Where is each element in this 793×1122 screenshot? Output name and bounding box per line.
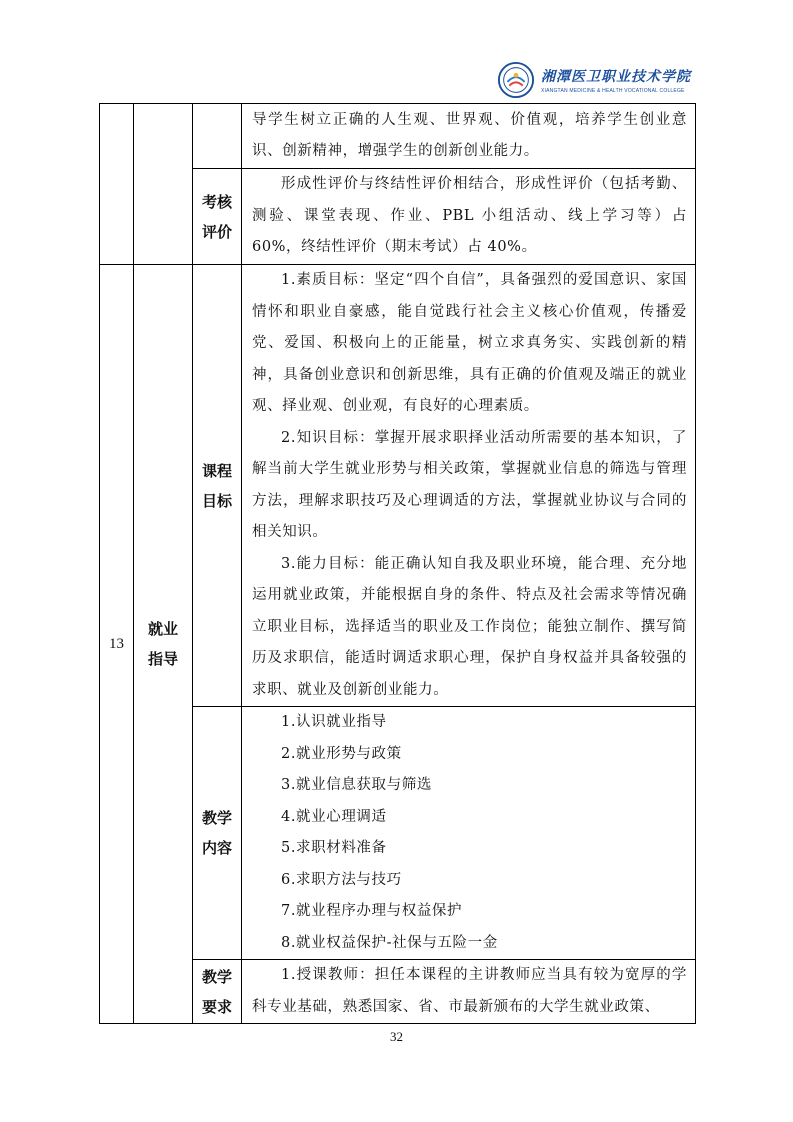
- course-number: 13: [100, 265, 134, 1024]
- course-table: [99, 103, 696, 1024]
- teaching-requirements-label: 教学 要求: [193, 960, 242, 1024]
- course-goals: [242, 265, 696, 707]
- list-item: 4.就业心理调适: [281, 808, 387, 825]
- goal-paragraph: 2.知识目标：掌握开展求职择业活动所需要的基本知识，了解当前大学生就业形势与相关政策，掌握就业信息的筛选与管理方法，理解求职技巧及心理调适的方法，掌握就业协议与合同的相关知识。: [252, 429, 687, 540]
- course-name: 就业 指导: [134, 265, 193, 1024]
- list-item: 5.求职材料准备: [281, 840, 387, 856]
- college-emblem-icon: [497, 61, 535, 99]
- assessment-text: 形成性评价与终结性评价相结合，形成性评价（包括考勤、测验、课堂表现、作业、PBL 小组活动、线上学习等）占 60%，终结性评价（期末考试）占 40%。: [242, 169, 696, 265]
- list-item: 8.就业权益保护-社保与五险一金: [281, 934, 498, 951]
- teaching-content-list: [242, 707, 696, 960]
- teaching-content-label: 教学 内容: [193, 707, 242, 960]
- college-name-cn: 湘潭医卫职业技术学院: [541, 69, 691, 85]
- goal-paragraph: 1.素质目标：坚定“四个自信”，具备强烈的爱国意识、家国情怀和职业自豪感，能自觉践行社会主义核心价值观，传播爱党、爱国、积极向上的正能量，树立求真务实、实践创新的精神，具备创业意识和创新思维，具有正确的价值观及端正的就业观、择业观、创业观，有良好的心理素质。: [252, 272, 687, 414]
- prev-number-cell: [100, 104, 134, 265]
- list-item: 2.就业形势与政策: [281, 745, 402, 762]
- list-item: 7.就业程序办理与权益保护: [281, 903, 463, 919]
- table-row: [100, 104, 696, 169]
- assessment-label: 考核 评价: [193, 169, 242, 265]
- list-item: 3.就业信息获取与筛选: [281, 777, 432, 793]
- list-item: 6.求职方法与技巧: [281, 871, 402, 888]
- goal-paragraph: 3.能力目标：能正确认知自我及职业环境，能合理、充分地运用就业政策，并能根据自身的条件、特点及社会需求等情况确立职业目标，选择适当的职业及工作岗位；能独立制作、撰写简历及求职信，能适时调适求职心理，保护自身权益并具备较强的求职、就业及创新创业能力。: [252, 555, 687, 698]
- prev-goal-continuation: 导学生树立正确的人生观、世界观、价值观，培养学生创业意识、创新精神，增强学生的创新创业能力。: [242, 104, 696, 169]
- college-name-en: XIANGTAN MEDICINE & HEALTH VOCATIONAL COLLEGE: [541, 88, 685, 94]
- table-row: [100, 265, 696, 707]
- prev-label-cell: [193, 104, 242, 169]
- prev-course-cell: [134, 104, 193, 265]
- list-item: 1.认识就业指导: [281, 714, 387, 730]
- college-logo: [497, 58, 697, 102]
- goals-label: 课程 目标: [193, 265, 242, 707]
- page-number: 32: [390, 1029, 403, 1044]
- teaching-requirements-text: 1.授课教师：担任本课程的主讲教师应当具有较为宽厚的学科专业基础，熟悉国家、省、市最新颁布的大学生就业政策、: [242, 960, 696, 1024]
